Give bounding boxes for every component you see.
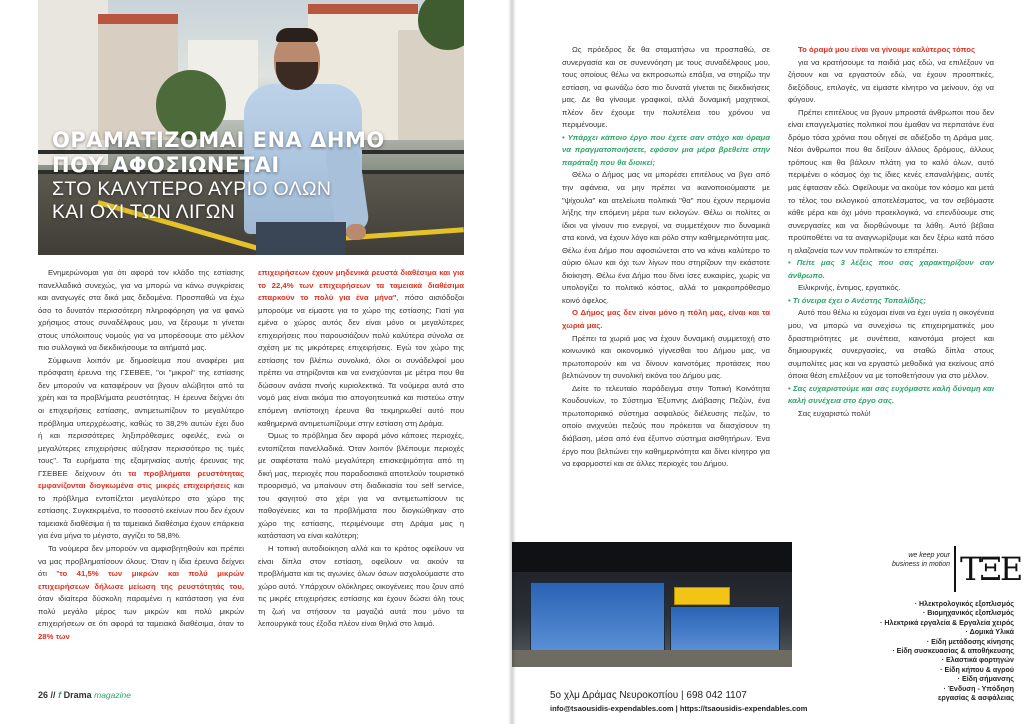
highlight-text: το 41,5% των μικρών και πολύ μικρών επιχειρήσεων δήλωσε μείωση της ρευστότητάς του, <box>38 569 245 591</box>
text-column-3 <box>562 44 770 471</box>
roof <box>308 4 418 14</box>
paragraph: για να κρατήσουμε τα παιδιά μας εδώ, να επιλέξουν να ζήσουν και να εργαστούν εδώ, να έχουν προοπτικές, διεξόδους, επιλογές, να είμαστε κίνητρο να μείνουν, όχι να φύγουν. <box>788 57 994 105</box>
text: όταν ιδιαίτερα δύσκολη παραμένει η κατάσταση για ένα πολύ μεγάλο μέρος των μικρών και πολύ μικρών επιχειρήσεων σε ότι αφορά τα ταμειακά διαθέσιμα, όταν το <box>38 594 244 629</box>
service-item: · Ηλεκτρικά εργαλεία & Εργαλεία χειρός <box>880 618 1014 627</box>
highlight-text: επιχειρήσεων έχουν μηδενικά ρευστά διαθέσιμα και για το 22,4% των επιχειρήσεων τα ταμειακά διαθέσιμα επαρκούν το πολύ για ένα μήνα" <box>258 268 464 303</box>
service-item: εργασίας & ασφάλειας <box>938 694 1014 703</box>
service-item: · Βιομηχανικός εξοπλισμός <box>922 609 1014 618</box>
interview-question: • Υπάρχει κάποιο έργο που έχετε σαν στόχο και όραμα να πραγματοποιήσετε, εφόσον μια μέρα βρεθείτε στην παράταξη που θα διοικεί; <box>562 132 770 167</box>
text: και το πρόβλημα εντοπίζεται μεγαλύτερο στο χώρο της εστίασης. Συγκεκριμένα, το ποσοστό εκείνων που δεν έχουν ταμειακά διαθέσιμα ή τα ταμειακά διαθέσιμα έχουν επάρκεια για ένα μήνα το μέγιστο, αγγίζει το 58,8%. <box>38 481 244 541</box>
highlight-heading: Ο Δήμος μας δεν είναι μόνο η πόλη μας, είναι και τα χωριά μας. <box>562 308 770 331</box>
paragraph: Αυτό που θέλω κι εύχομαι είναι να έχει υγεία η οικογένεια μου, να μπορώ να συνεχίσω τις επιχειρηματικές μου δραστηριότητες με συνέπεια, καινοτόμα project και δημιουργικές συνεργασίες, να σταθώ δίπλα στους συμπολίτες μας και να εργαστώ μεθοδικά για εκείνους από όποια θέση επιλέξουν να με τοποθετήσουν για στο μέλλον. <box>788 308 994 381</box>
advertisement <box>512 542 1024 724</box>
paragraph: Ενημερώνομαι για ότι αφορά τον κλάδο της εστίασης πανελλαδικά συνεχώς, για να μπορώ να κάνω συγκρίσεις και αναγωγές στα δικά μας δεδομένα. Προσπαθώ να έχω όσο το δυνατόν περισσότερη πληροφόρηση για να φανώ χρήσιμος στους συναδέλφους μου, να ξέρουμε τι γίνεται στους υπόλοιπους νομούς για να μπορέσουμε στο μέλλον πιο συλλογικά να διεκδικήσουμε τα αιτήματά μας. <box>38 268 244 353</box>
text-column-1 <box>38 267 244 643</box>
paragraph: Σας ευχαριστώ πολύ! <box>798 408 871 418</box>
title-line: ΠΟΥ ΑΦΟΣΙΩΝΕΤΑΙ <box>52 153 280 177</box>
interview-question: • Σας ευχαριστούμε και σας ευχόμαστε καλή δύναμη και καλή συνέχεια στο έργο σας. <box>788 383 994 406</box>
highlight-text: 28% των <box>38 631 70 641</box>
interview-question: • Τι όνειρα έχει ο Ανέστης Τοπαλίδης; <box>788 295 926 305</box>
subtitle-line: ΣΤΟ ΚΑΛΥΤΕΡΟ ΑΥΡΙΟ ΟΛΩΝ <box>52 178 332 200</box>
parking-lot <box>512 650 792 667</box>
service-item: · Είδη κήπου & αγρού <box>940 665 1014 674</box>
ad-email-web: info@tsaousidis-expendables.com | https://tsaousidis-expendables.com <box>550 704 808 713</box>
service-item: · Ηλεκτρολογικός εξοπλισμός <box>914 600 1014 608</box>
text: Τα νούμερα δεν μπορούν να αμφισβητηθούν και πρέπει να μας προβληματίσουν όλους. Όταν η ίδια έρευνα δείχνει ότι " <box>38 544 244 579</box>
highlight-heading: Το όραμά μου είναι να γίνουμε καλύτερος τόπος <box>798 45 976 54</box>
interview-question: • Πείτε μας 3 λέξεις που σας χαρακτηρίζουν σαν άνθρωπο. <box>788 258 994 280</box>
footer-separator: // <box>50 690 56 700</box>
glass-facade <box>670 606 780 652</box>
roof <box>98 14 178 24</box>
text: , πόσο αισιόδοξοι μπορούμε να είμαστε για το χώρο της εστίασης; Γιατί για εμένα ο χώρος αυτός δεν είναι μόνο οι μεγαλύτερες επιχειρήσεις που παρουσιάζουν πολύ καλύτερα σύνολα σε σχέση με τις μικρότερες επιχειρήσεις. Εγώ τον χώρο της εστίασης τον βλέπω συνολικά, όλοι οι συνάδελφοί μου πρέπει να στηρίζονται και να ενισχύονται με μέτρα που θα δώσουν ανάσα πνοής κυριολεκτικά. Τα νούμερα αυτά στο νομό μας είναι ακόμα πιο απογοητευτικά και πιστεύω στην επόμενη αντίστοιχη έρευνα θα τεκμηριωθεί αυτό που καθημερινά αντιμετωπίζουμε στην εστίαση στη Δράμα. <box>258 293 464 428</box>
service-item: · Ελαστικά φορτηγών <box>941 656 1014 665</box>
trousers <box>256 222 346 255</box>
store-photo <box>512 542 792 667</box>
subtitle-line: ΚΑΙ ΟΧΙ ΤΩΝ ΛΙΓΩΝ <box>52 201 236 223</box>
page-spine <box>508 0 516 724</box>
paragraph <box>38 543 244 643</box>
night-sky <box>512 542 792 572</box>
text-column-4 <box>788 44 994 420</box>
service-item: · Δομικά Υλικά <box>965 628 1014 637</box>
store-sign <box>674 587 730 605</box>
paragraph: Ως πρόεδρος δε θα σταματήσω να προσπαθώ, σε συνεργασία και σε συνεννόηση με τους συναδέλφους μου, τους οποίους θέλω να εκπροσωπώ επάξια, να στηρίζω την εστίαση, να φωνάζω όσο πιο δυνατά γίνεται τις διεκδικήσεις μας. Δε θα γίνουμε γραφικοί, αλλά δυναμική μαχητικοί, πλέον δεν έχουμε την πολυτέλεια του χρόνου να περιμένουμε. <box>562 45 770 130</box>
text: Σύμφωνα λοιπόν με δημοσίευμα που αναφέρει μια πρόσφατη έρευνα της ΓΣΕΒΕΕ, "οι "μικροί" της εστίασης δεν μπορούν να καταφέρουν να βγουν αλώβητοι από τα χρέη και τα προβλήματα ρευστότητας. Η έρευνα δείχνει ότι οι επιχειρήσεις εστίασης, αντιμετωπίζουν το μεγαλύτερο πρόβλημα υπερχρέωσης, καθώς το 38,2% αυτών έχει δυο ή και περισσότερες ληξιπρόθεσμες οφειλές, ενώ οι μεγαλύτερες επιχειρήσεις αύξησαν περισσότερο τις τιμές τους". Τα ευρήματα της εξαμηνιαίας αυτής έρευνας της ΓΣΕΒΕΕ δείχνουν ότι <box>38 355 244 478</box>
title-line: ΟΡΑΜΑΤΙΖΟΜΑΙ ΕΝΑ ΔΗΜΟ <box>52 128 385 152</box>
paragraph: Δείτε το τελευταίο παράδειγμα στην Τοπική Κοινότητα Κουδουνίων, το Σύστημα Έξυπνης Διάβασης Πεζών, ένα πρωτοποριακό σύστημα ασφαλούς διέλευσης πεζών, το οποίο ανιχνεύει πεζούς που πρόκειται να διασχίσουν τη διάβαση, μέσα από ένα έξυπνο σύστημα αισθητήρων. Ένα έργο που βελτιώνει την καθημερινότητα και δίνει κίνητρο για να εφαρμοστεί και σε άλλες περιοχές του Δήμου. <box>562 383 770 469</box>
paragraph: Πρέπει επιτέλους να βγουν μπροστά άνθρωποι που δεν είναι επαγγελματίες πολιτικοί που έμαθαν να περπατάνε ένα δρόμο τόσα χρόνια που οδηγεί σε αδιέξοδο τη Δράμα μας. Νέοι άνθρωποι που θα δείξουν άλλους δρόμους, άλλους τρόπους και θα βάλουν πλάτη για το καλό όλων, αυτό περιμένει ο κόσμος όχι τις ίδιες κενές επαναλήψεις, αυτές μας έφτασαν εδώ. Οφείλουμε να ακούμε τον κόσμο και μετά το τέλος του εκλογικού αποτελέσματος, να τον σεβόμαστε κάθε μέρα και όχι μόνο προεκλογικά, να επενδύουμε στις συνεργασίες και να διορθώνουμε τα λάθη. Αυτό βέβαια προϋποθέτει να τα αναγνωρίζουμε και δεν ξέρω κατά πόσο η αλαζονεία των νυν πολιτικών το επιτρέπει. <box>788 107 994 255</box>
magazine-word: magazine <box>94 690 131 700</box>
ad-address: 5ο χλμ Δράμας Νευροκοπίου | 698 042 1107 <box>550 690 747 701</box>
company-logo: TΞE <box>954 546 1012 592</box>
services-list <box>814 600 1014 703</box>
magazine-mark: f <box>58 690 62 700</box>
paragraph: Θέλω ο Δήμος μας να μπορέσει επιτέλους να βγει από την αφάνεια, να μην πρέπει να ικανοποιούμαστε με "ψίχουλα" και ατελείωτα πολιτικά "θα" που έχουν περιμονία λήξης την επόμενη μέρα των εκλογών. Θέλω οι πολίτες οι ίδιοι να γίνουν πιο ενεργοί, να συμμετέχουν πιο δυναμικά στα κοινά, να έχουν λόγο και ρόλο στην καθημερινότητα μας. Θέλω ένα Δήμο που αφοσιώνεται στο να κάνει καλύτερο το αύριο όλων και όχι των λίγων που στηρίζουν την εκάστοτε διοίκηση. Θέλω ένα Δήμο που δίνει ίσες ευκαιρίες, χωρίς να υπολογίζει το πολιτικό κόστος, αλλά το μακροπρόθεσμο κοινό όφελος. <box>562 170 770 305</box>
paragraph <box>258 267 464 430</box>
article-title <box>52 128 452 224</box>
ad-tagline: we keep your business in motion <box>892 552 950 568</box>
paragraph: Όμως το πρόβλημα δεν αφορά μόνο κάποιες περιοχές, εντοπίζεται πανελλαδικά. Όταν λοιπόν βλέπουμε περιοχές με σαφέστατα πολύ μεγαλύτερη επισκεψιμότητα από τη δική μας, περιοχές που παραδοσιακά αποτελούν τουριστικό προορισμό, να μπαίνουν στη διαδικασία του self service, του φαγητού στο χέρι για να αντιμετωπίσουν τις παθογένειες και τα προβλήματα που διογκώθηκαν στο χώρο της εστίασης, περιμένουμε στη Δράμα μας η κατάσταση να είναι καλύτερη; <box>258 431 464 541</box>
paragraph <box>38 355 244 543</box>
paragraph: Η τοπική αυτοδιοίκηση αλλά και το κράτος οφείλουν να είναι δίπλα στον εστίαση, οφείλουν να ακούν τα προβλήματα και τις αγωνίες όλων όσων ασχολούμαστε στο χώρο αυτό. Υπάρχουν ολόκληρες οικογένειες που ζουν από τις μικρές επιχειρήσεις εστίασης και έχουν δώσει όλη τους τη ζωή να στήσουν τα μαγαζιά αυτά που μόνο τα λειτουργικά τους έξοδα πλέον είναι θηλιά στο λαιμό. <box>258 544 464 629</box>
service-item: · Είδη συσκευασίας & αποθήκευσης <box>892 647 1014 656</box>
right-page <box>512 0 1024 724</box>
service-item: · Είδη σήμανσης <box>957 675 1014 684</box>
text-column-2 <box>258 267 464 631</box>
ad-contact <box>550 690 807 713</box>
glass-facade <box>530 582 665 652</box>
paragraph: Ειλικρινής, έντιμος, εργατικός. <box>798 283 901 293</box>
ad-details <box>804 542 1024 724</box>
hair <box>276 28 318 42</box>
magazine-brand: Drama <box>63 690 92 700</box>
page-footer <box>38 690 131 700</box>
service-item: · Ένδυση - Υπόδηση <box>943 684 1014 693</box>
paragraph: Πρέπει τα χωριά μας να έχουν δυναμική συμμετοχή στο κοινωνικό και οικονομικό γίγνεσθαι του Δήμου μας, να πρωτοπορούν και να δίνουν καινοτόμες προτάσεις που βελτιώνουν τη συνολική εικόνα του Δήμου μας. <box>562 333 770 381</box>
service-item: · Είδη μετάδοσης κίνησης <box>926 637 1014 646</box>
hand <box>346 224 366 240</box>
page-number: 26 <box>38 690 49 700</box>
highlight-text: τα προβλήματα ρευστότητας εμφανίζονται διογκωμένα στις μικρές επιχειρήσεις <box>38 468 244 491</box>
hero-photo <box>38 0 464 255</box>
